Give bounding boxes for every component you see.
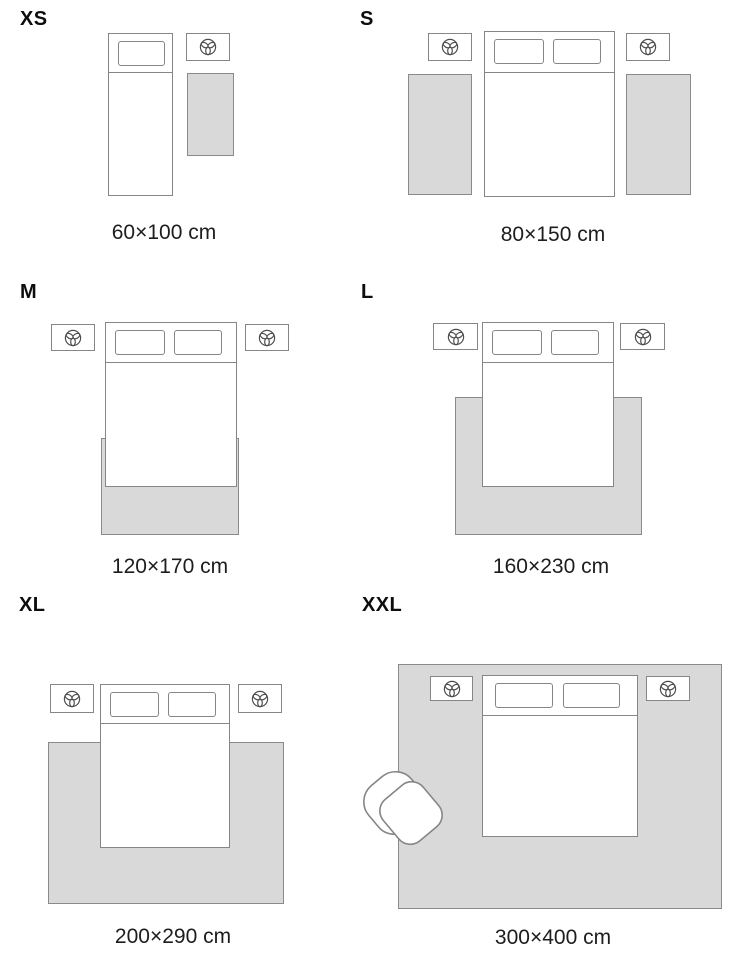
- size-label-m: M: [20, 281, 38, 303]
- pillow: [494, 39, 544, 64]
- size-label-s: S: [360, 8, 374, 30]
- bed-headboard: [109, 34, 172, 73]
- armchair-icon: [340, 745, 465, 870]
- rug: [187, 73, 234, 156]
- single-bed: [108, 33, 173, 196]
- plant-icon: [61, 688, 83, 710]
- double-bed: [482, 675, 638, 837]
- nightstand: [245, 324, 289, 351]
- size-label-l: L: [361, 281, 374, 303]
- double-bed: [484, 31, 615, 197]
- size-dimensions-s: 80×150 cm: [500, 223, 606, 246]
- double-bed: [105, 322, 237, 487]
- rug: [408, 74, 472, 195]
- nightstand: [238, 684, 282, 713]
- plant-icon: [197, 36, 219, 58]
- plant-icon: [441, 678, 463, 700]
- pillow: [115, 330, 165, 355]
- size-dimensions-xs: 60×100 cm: [111, 221, 217, 244]
- pillow: [168, 692, 216, 717]
- bed-headboard: [485, 32, 614, 73]
- bed-headboard: [101, 685, 229, 724]
- nightstand: [428, 33, 472, 61]
- bed-headboard: [483, 323, 613, 363]
- nightstand: [50, 684, 94, 713]
- nightstand: [646, 676, 690, 701]
- pillow: [495, 683, 553, 708]
- size-label-xxl: XXL: [362, 594, 403, 616]
- nightstand: [186, 33, 230, 61]
- bed-headboard: [106, 323, 236, 363]
- size-dimensions-xl: 200×290 cm: [114, 925, 232, 948]
- size-dimensions-l: 160×230 cm: [492, 555, 610, 578]
- nightstand: [626, 33, 670, 61]
- nightstand: [430, 676, 473, 701]
- rug: [626, 74, 691, 195]
- plant-icon: [632, 326, 654, 348]
- size-label-xs: XS: [20, 8, 48, 30]
- pillow: [563, 683, 620, 708]
- nightstand: [620, 323, 665, 350]
- plant-icon: [637, 36, 659, 58]
- size-label-xl: XL: [19, 594, 46, 616]
- nightstand: [51, 324, 95, 351]
- pillow: [110, 692, 159, 717]
- bed-headboard: [483, 676, 637, 716]
- pillow: [174, 330, 222, 355]
- pillow: [118, 41, 165, 66]
- plant-icon: [249, 688, 271, 710]
- double-bed: [100, 684, 230, 848]
- plant-icon: [657, 678, 679, 700]
- plant-icon: [256, 327, 278, 349]
- plant-icon: [439, 36, 461, 58]
- nightstand: [433, 323, 478, 350]
- pillow: [551, 330, 599, 355]
- size-dimensions-m: 120×170 cm: [111, 555, 229, 578]
- size-dimensions-xxl: 300×400 cm: [494, 926, 612, 949]
- pillow: [492, 330, 542, 355]
- plant-icon: [62, 327, 84, 349]
- plant-icon: [445, 326, 467, 348]
- pillow: [553, 39, 601, 64]
- double-bed: [482, 322, 614, 487]
